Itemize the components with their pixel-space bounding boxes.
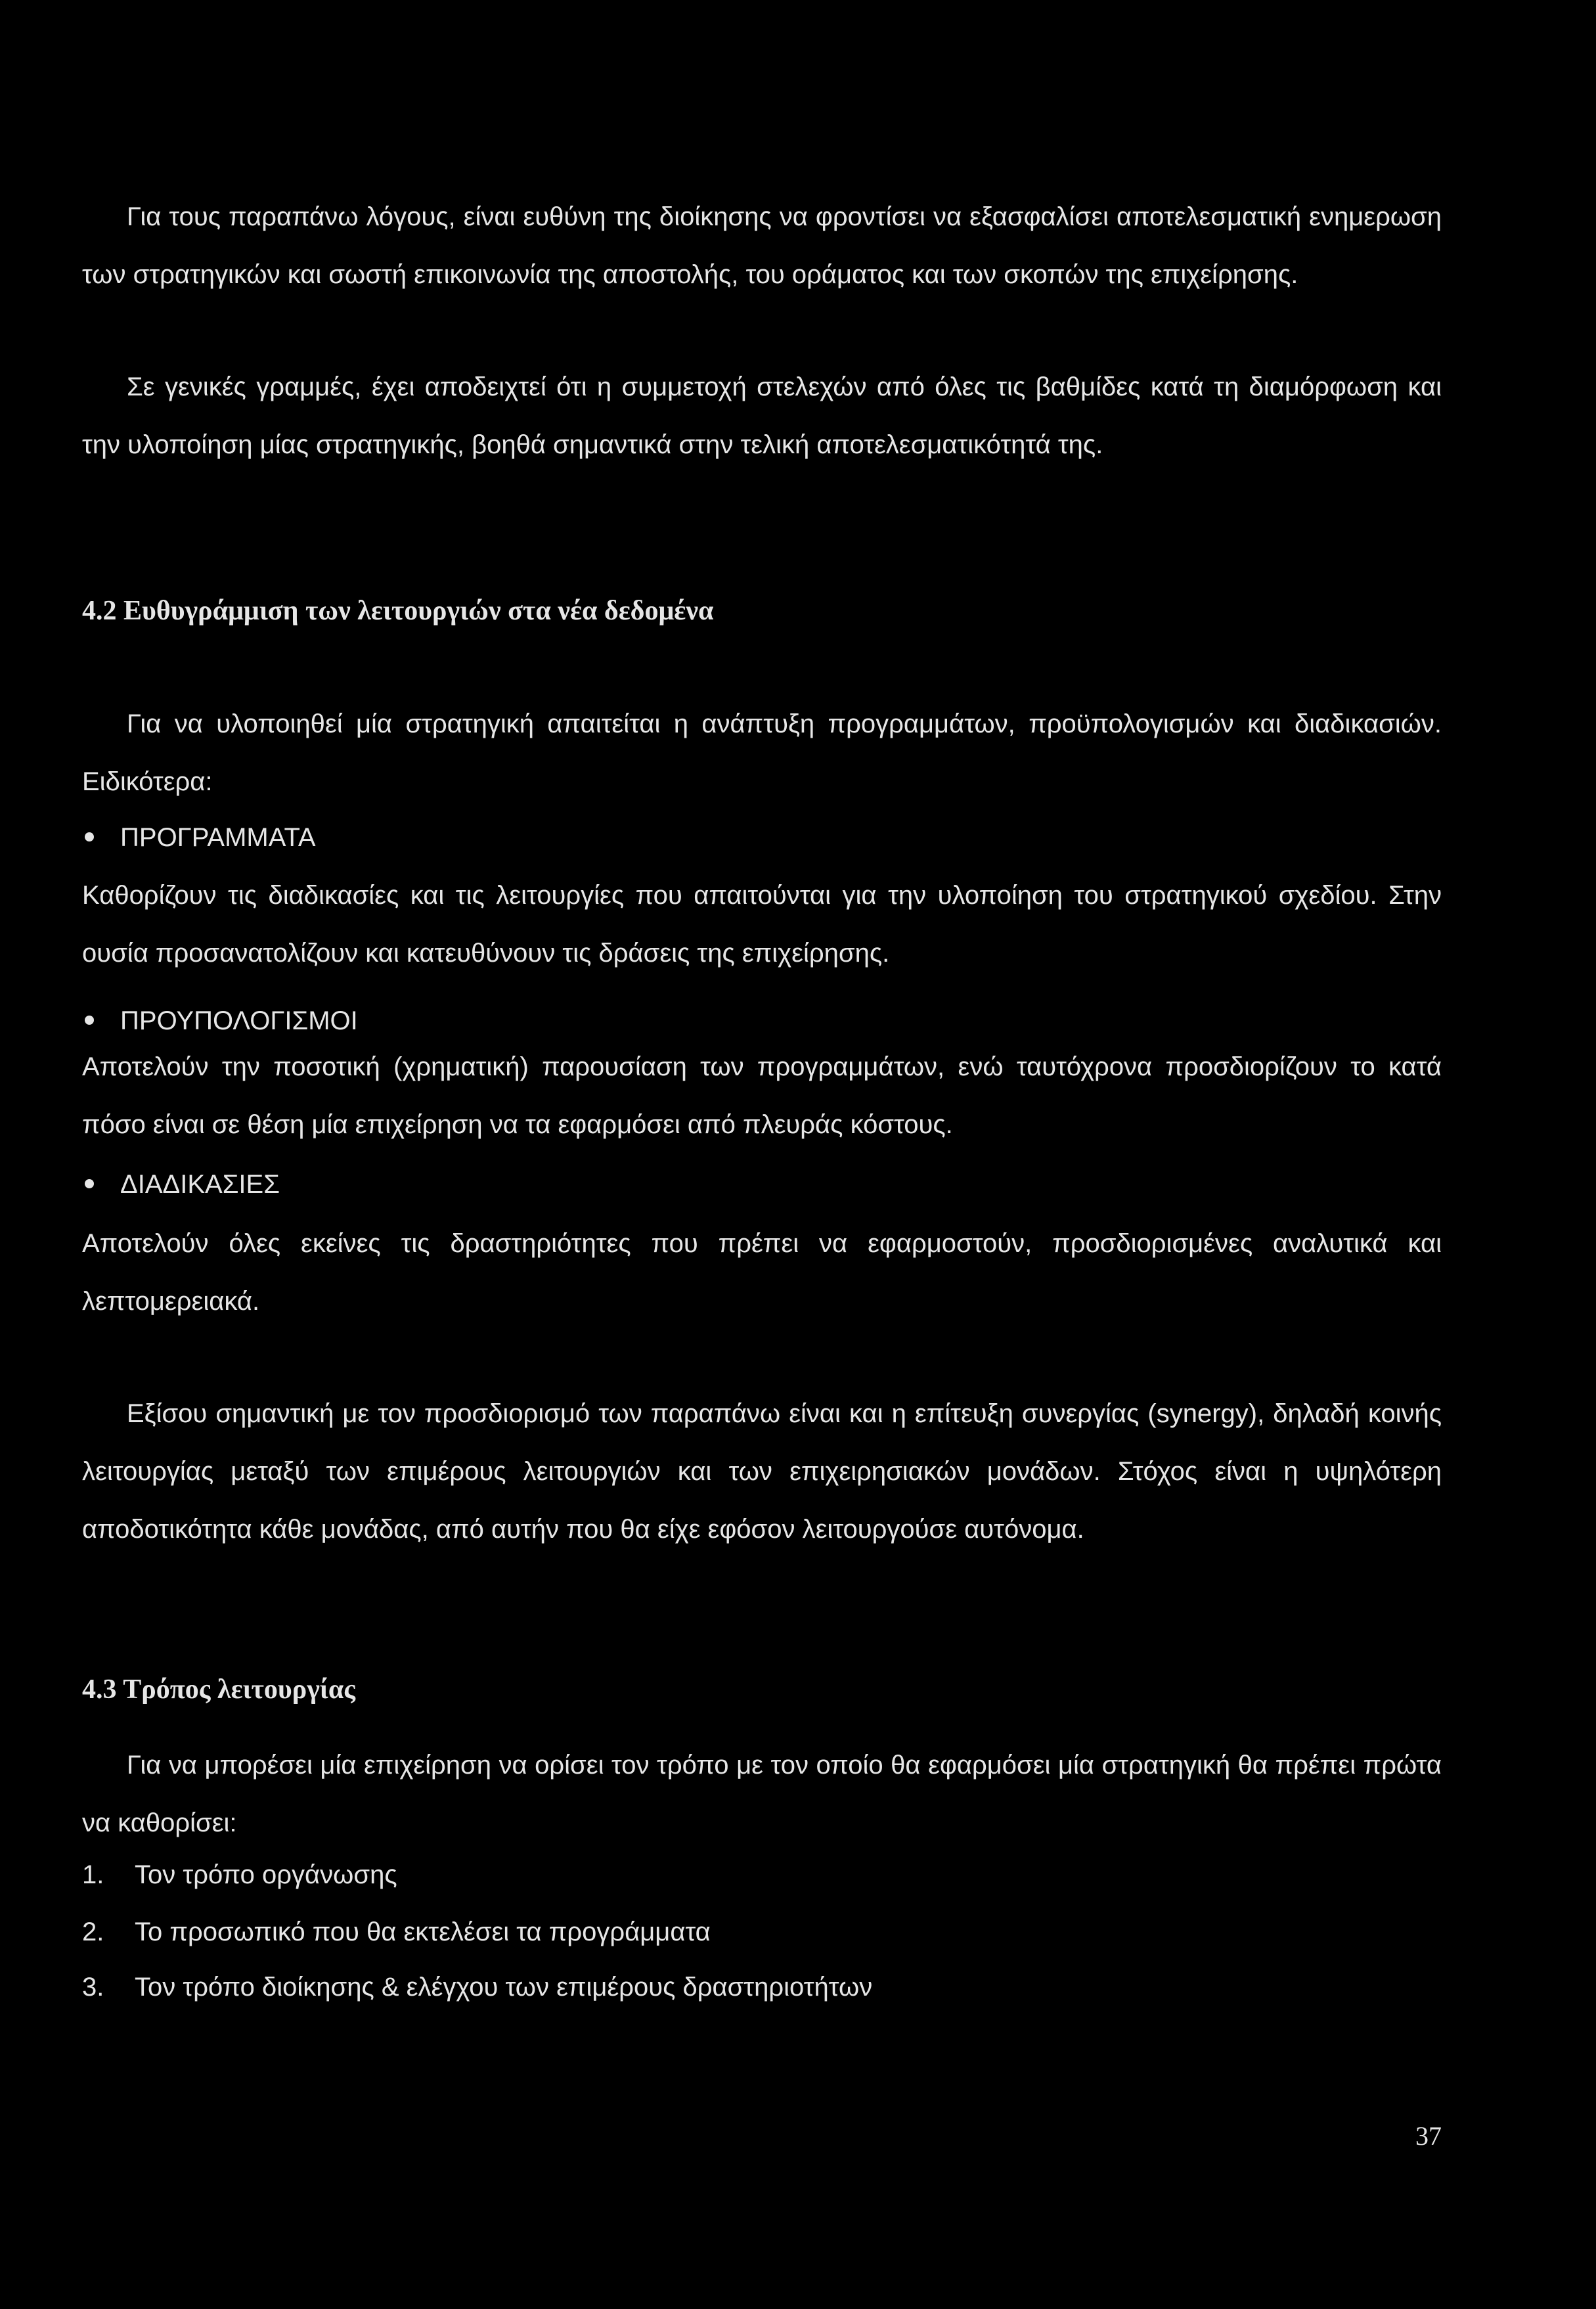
- bullet-programs: [82, 818, 316, 857]
- numbered-item-3: [82, 1967, 872, 2007]
- bullet-icon: [85, 832, 94, 841]
- bullet-budgets-label: ΠΡΟΥΠΟΛΟΓΙΣΜΟΙ: [120, 1006, 358, 1035]
- paragraph-synergy: Εξίσου σημαντική με τον προσδιορισμό των παραπάνω είναι και η επίτευξη συνεργίας (synergy), δηλαδή κοινής λειτουργίας μεταξύ των επιμέρους λειτουργιών και των επιχειρησιακών μονάδων. Στόχος είναι η υψηλότερη αποδοτικότητα κάθε μονάδας, από αυτήν που θα είχε εφόσον λειτουργούσε αυτόνομα.: [82, 1399, 1442, 1544]
- bullet-icon: [85, 1016, 94, 1025]
- numbered-item-2: [82, 1912, 711, 1952]
- bullet-procedures-label: ΔΙΑΔΙΚΑΣΙΕΣ: [120, 1170, 280, 1199]
- numbered-item-text: Τον τρόπο διοίκησης & ελέγχου των επιμέρους δραστηριοτήτων: [135, 1973, 873, 2002]
- paragraph-programs: Καθορίζουν τις διαδικασίες και τις λειτουργίες που απαιτούνται για την υλοποίηση του στρατηγικού σχεδίου. Στην ουσία προσανατολίζουν και κατευθύνουν τις δράσεις της επιχείρησης.: [82, 881, 1442, 968]
- paragraph-participation: Σε γενικές γραμμές, έχει αποδειχτεί ότι η συμμετοχή στελεχών από όλες τις βαθμίδες κατά τη διαμόρφωση και την υλοποίηση μίας στρατηγικής, βοηθά σημαντικά στην τελική αποτελεσματικότητά της.: [82, 372, 1442, 459]
- bullet-programs-label: ΠΡΟΓΡΑΜΜΑΤΑ: [120, 823, 316, 852]
- numbered-item-text: Τον τρόπο οργάνωσης: [135, 1860, 397, 1889]
- numbered-item-number: 2.: [82, 1917, 104, 1946]
- numbered-item-number: 1.: [82, 1860, 104, 1889]
- paragraph-procedures: Αποτελούν όλες εκείνες τις δραστηριότητες που πρέπει να εφαρμοστούν, προσδιορισμένες αναλυτικά και λεπτομερειακά.: [82, 1229, 1442, 1316]
- paragraph-operation: Για να μπορέσει μία επιχείρηση να ορίσει τον τρόπο με τον οποίο θα εφαρμόσει μία στρατηγική θα πρέπει πρώτα να καθορίσει:: [82, 1751, 1442, 1837]
- numbered-item-text: Το προσωπικό που θα εκτελέσει τα προγράμματα: [135, 1917, 711, 1946]
- bullet-budgets: [82, 1001, 358, 1041]
- numbered-item-1: [82, 1855, 397, 1894]
- document-page: [82, 0, 1442, 2309]
- paragraph-budgets: Αποτελούν την ποσοτική (χρηματική) παρουσίαση των προγραμμάτων, ενώ ταυτόχρονα προσδιορίζουν το κατά πόσο είναι σε θέση μία επιχείρηση να τα εφαρμόσει από πλευράς κόστους.: [82, 1052, 1442, 1139]
- paragraph-responsibility: Για τους παραπάνω λόγους, είναι ευθύνη της διοίκησης να φροντίσει να εξασφαλίσει αποτελεσματική ενημερωση των στρατηγικών και σωστή επικοινωνία της αποστολής, του οράματος και των σκοπών της επιχείρησης.: [82, 202, 1442, 289]
- numbered-item-number: 3.: [82, 1973, 104, 2002]
- section-heading-4-2: 4.2 Ευθυγράμμιση των λειτουργιών στα νέα δεδομένα: [82, 596, 714, 626]
- bullet-procedures: [82, 1165, 280, 1204]
- paragraph-implementation: Για να υλοποιηθεί μία στρατηγική απαιτείται η ανάπτυξη προγραμμάτων, προϋπολογισμών και διαδικασιών. Ειδικότερα:: [82, 709, 1442, 796]
- section-heading-4-3: 4.3 Τρόπος λειτουργίας: [82, 1674, 356, 1705]
- bullet-icon: [85, 1179, 94, 1188]
- page-number: 37: [1415, 2121, 1442, 2151]
